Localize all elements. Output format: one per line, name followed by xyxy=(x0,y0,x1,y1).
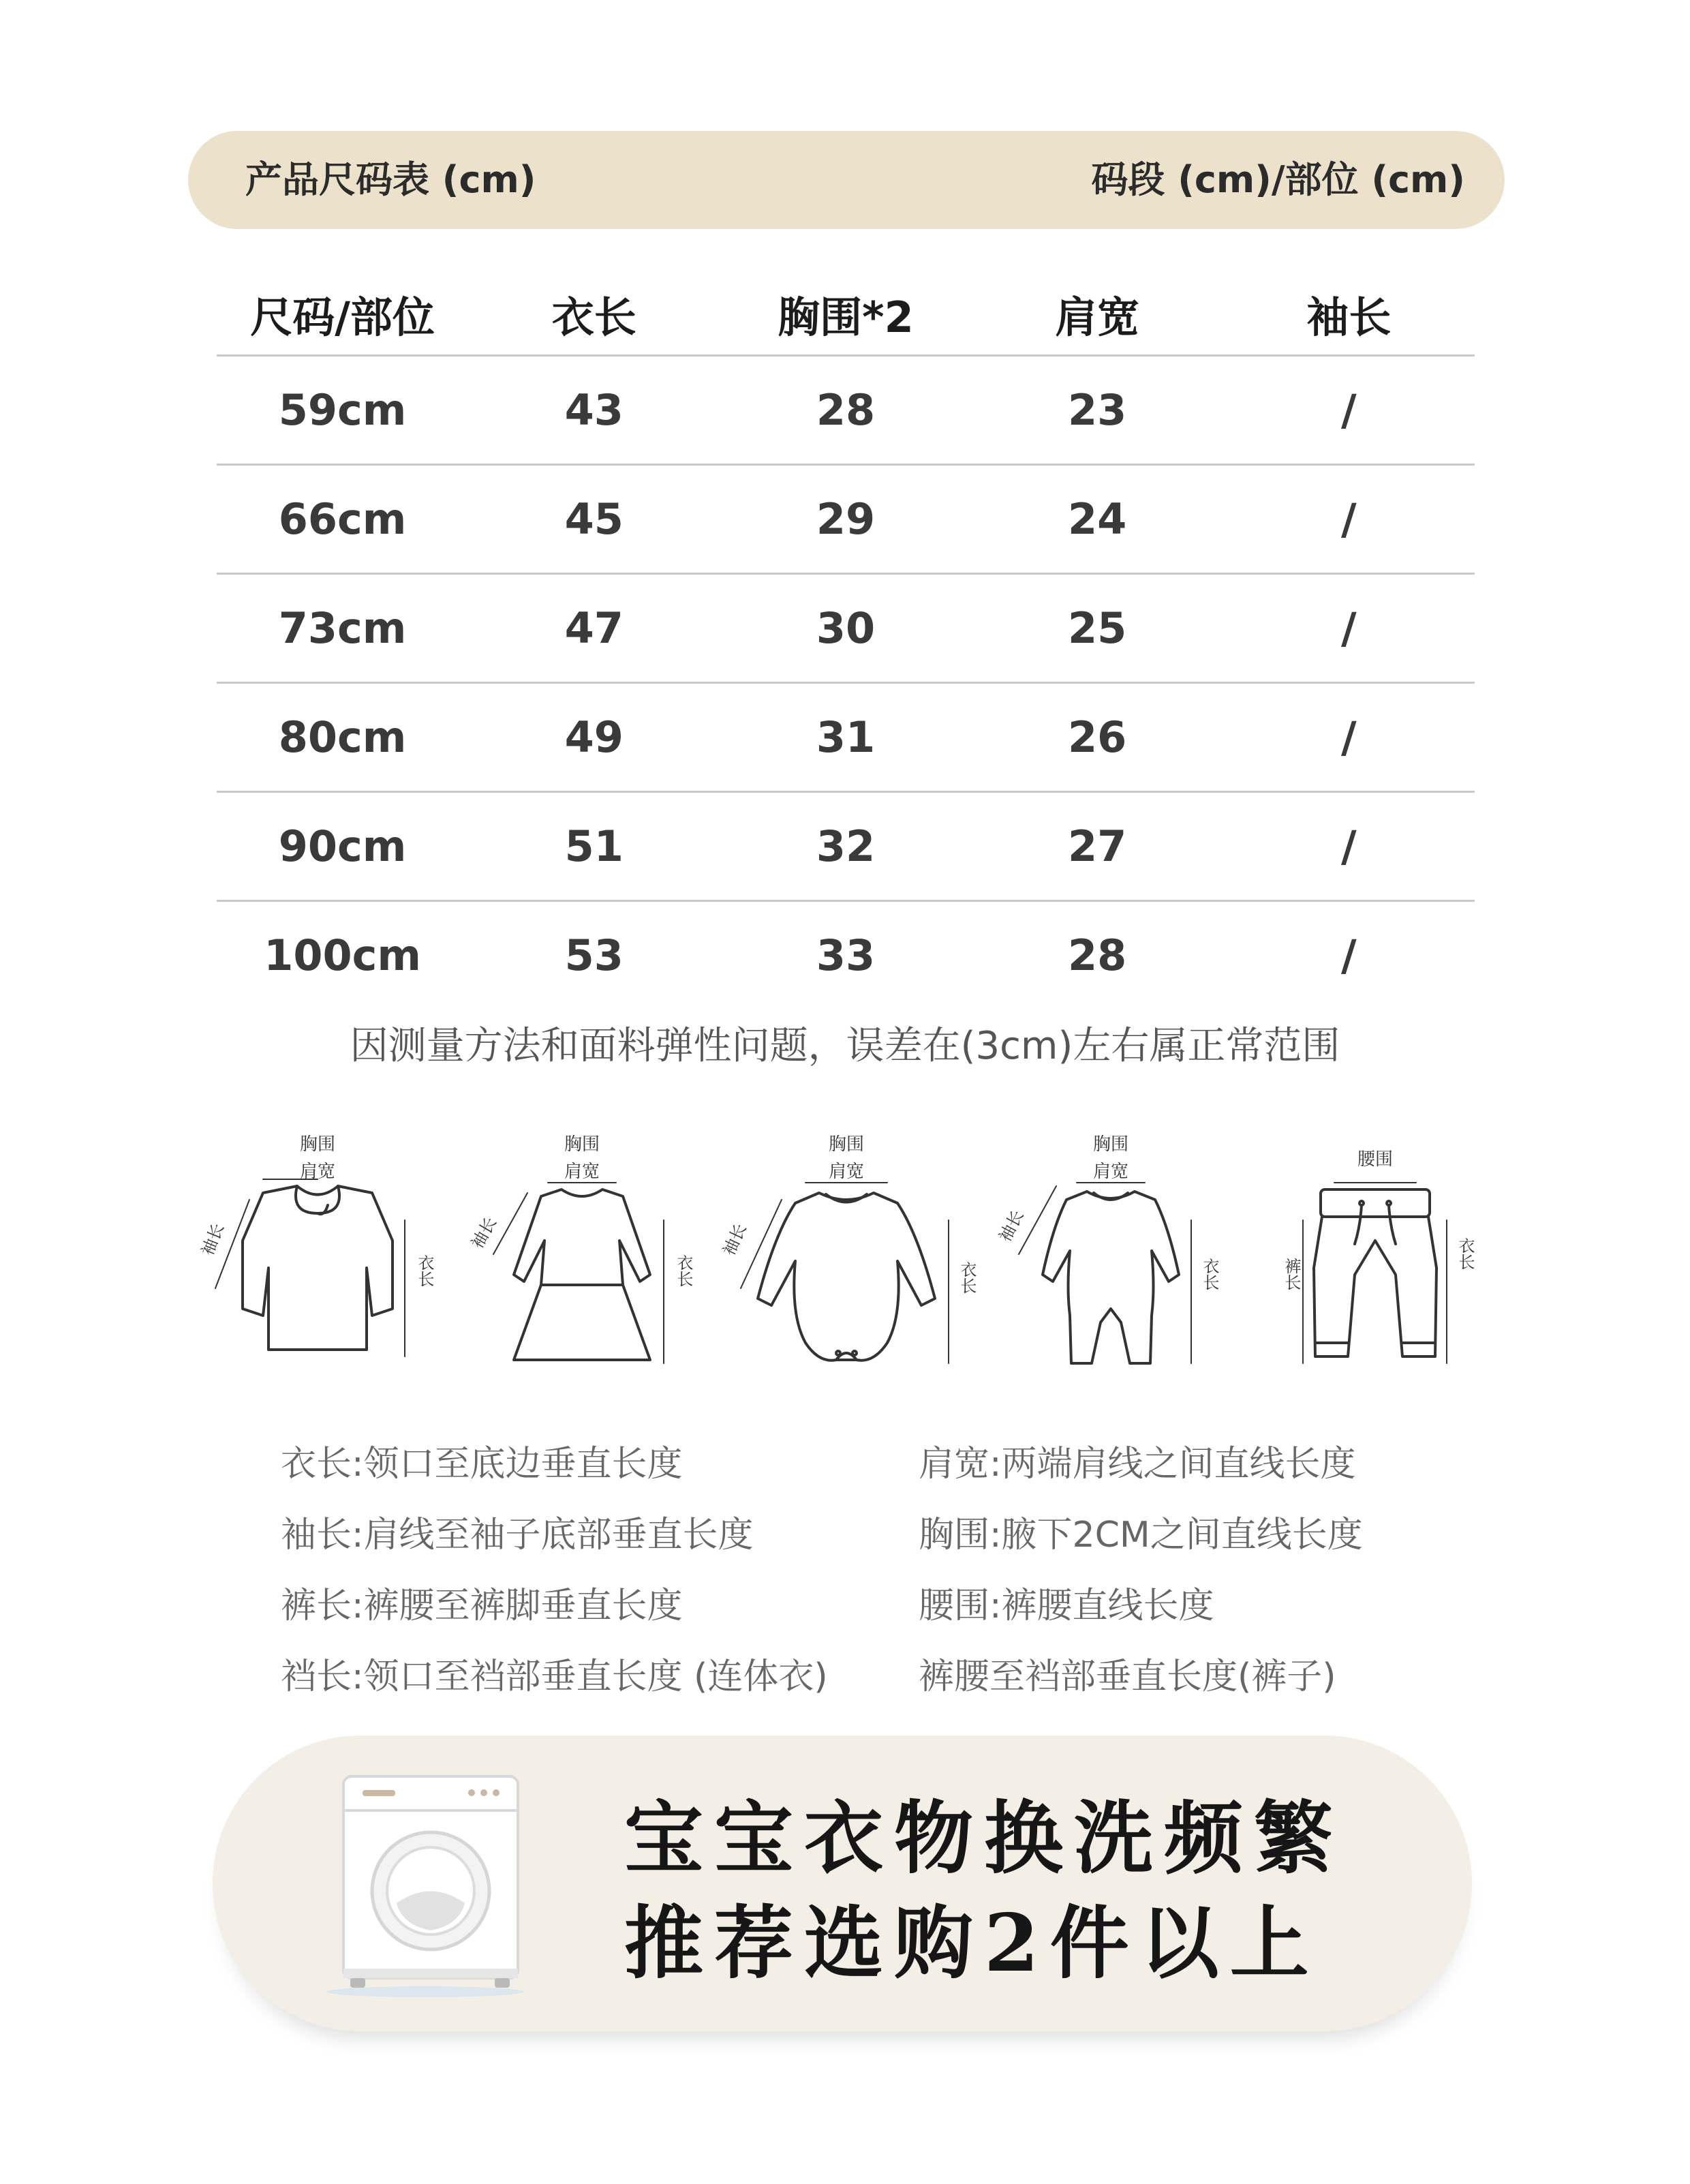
definition-text: 裤腰至裆部垂直长度(裤子) xyxy=(919,1656,1336,1697)
table-cell: 100cm xyxy=(264,930,421,980)
definition-text: 腰围:裤腰直线长度 xyxy=(919,1585,1214,1626)
diagram-label: 胸围 xyxy=(564,1134,600,1155)
table-cell: 29 xyxy=(816,494,876,544)
measurement-diagrams xyxy=(188,1118,1505,1391)
column-header: 衣长 xyxy=(551,292,636,342)
header-title-left: 产品尺码表 (cm) xyxy=(245,158,536,201)
table-cell: / xyxy=(1341,385,1357,435)
wash-recommendation-banner xyxy=(213,1735,1472,2031)
measurement-definitions xyxy=(281,1425,1466,1708)
diagram-romper xyxy=(981,1118,1240,1391)
table-cell: 27 xyxy=(1068,821,1127,871)
table-cell: 43 xyxy=(564,385,624,435)
definition-row xyxy=(281,1425,1466,1496)
diagram-collared-top xyxy=(188,1118,447,1391)
table-header-row xyxy=(217,273,1475,357)
diagram-label: 胸围 xyxy=(299,1134,335,1155)
measurement-note: 因测量方法和面料弹性问题，误差在(3cm)左右属正常范围 xyxy=(350,1024,1340,1068)
banner-line-2: 推荐选购2件以上 xyxy=(624,1897,1320,1990)
table-cell: 80cm xyxy=(278,712,407,762)
diagram-label: 肩宽 xyxy=(1092,1162,1128,1182)
definition-text: 衣长:领口至底边垂直长度 xyxy=(281,1443,683,1485)
table-cell: / xyxy=(1341,494,1357,544)
diagram-label: 袖长 xyxy=(719,1220,751,1259)
table-cell: 53 xyxy=(564,930,624,980)
table-cell: 90cm xyxy=(278,821,407,871)
diagram-label: 肩宽 xyxy=(564,1162,600,1182)
table-cell: 32 xyxy=(816,821,876,871)
table-cell: / xyxy=(1341,603,1357,653)
table-cell: 26 xyxy=(1068,712,1127,762)
table-cell: 30 xyxy=(816,603,876,653)
table-row xyxy=(217,466,1475,575)
diagram-bodysuit xyxy=(717,1118,976,1391)
diagram-label: 衣长 xyxy=(957,1261,977,1294)
table-cell: 59cm xyxy=(278,385,407,435)
table-row xyxy=(217,684,1475,793)
table-cell: 51 xyxy=(564,821,624,871)
table-cell: 45 xyxy=(564,494,624,544)
diagram-label: 肩宽 xyxy=(828,1162,864,1182)
table-cell: 33 xyxy=(816,930,876,980)
column-header: 袖长 xyxy=(1306,292,1392,342)
table-cell: 47 xyxy=(564,603,624,653)
diagram-label: 袖长 xyxy=(995,1207,1028,1245)
diagram-label: 袖长 xyxy=(467,1213,501,1252)
definition-text: 胸围:腋下2CM之间直线长度 xyxy=(919,1514,1363,1556)
table-row xyxy=(217,902,1475,1009)
table-cell: / xyxy=(1341,712,1357,762)
diagram-label: 袖长 xyxy=(198,1220,228,1258)
size-table xyxy=(217,273,1475,1009)
diagram-label: 衣长 xyxy=(1456,1237,1475,1270)
definition-text: 袖长:肩线至袖子底部垂直长度 xyxy=(281,1514,754,1556)
header-title-right: 码段 (cm)/部位 (cm) xyxy=(1091,158,1465,201)
diagram-label: 腰围 xyxy=(1357,1149,1393,1170)
table-cell: 23 xyxy=(1068,385,1127,435)
table-cell: / xyxy=(1341,930,1357,980)
table-cell: 28 xyxy=(1068,930,1127,980)
column-header: 尺码/部位 xyxy=(250,292,435,342)
diagram-label: 衣长 xyxy=(415,1254,434,1287)
column-header: 胸围*2 xyxy=(778,292,914,342)
definition-row xyxy=(281,1566,1466,1637)
diagram-label: 胸围 xyxy=(1092,1134,1128,1155)
diagram-label: 衣长 xyxy=(674,1254,693,1287)
table-cell: 66cm xyxy=(278,494,407,544)
romper-icon xyxy=(981,1118,1240,1391)
washing-machine-icon xyxy=(323,1767,527,1999)
table-cell: 25 xyxy=(1068,603,1127,653)
table-cell: / xyxy=(1341,821,1357,871)
table-cell: 28 xyxy=(816,385,876,435)
definition-text: 肩宽:两端肩线之间直线长度 xyxy=(919,1443,1356,1485)
column-header: 肩宽 xyxy=(1055,292,1140,342)
table-cell: 73cm xyxy=(278,603,407,653)
definition-text: 裤长:裤腰至裤脚垂直长度 xyxy=(281,1585,683,1626)
table-cell: 49 xyxy=(564,712,624,762)
banner-line-1: 宝宝衣物换洗频繁 xyxy=(624,1792,1344,1885)
table-cell: 24 xyxy=(1068,494,1127,544)
collared-top-icon xyxy=(188,1118,447,1391)
diagram-pants xyxy=(1246,1118,1505,1391)
table-row xyxy=(217,357,1475,466)
bodysuit-icon xyxy=(717,1118,976,1391)
size-chart-header xyxy=(188,131,1505,229)
table-row xyxy=(217,793,1475,902)
definition-row xyxy=(281,1637,1466,1708)
table-cell: 31 xyxy=(816,712,876,762)
definition-row xyxy=(281,1496,1466,1566)
diagram-label: 胸围 xyxy=(828,1134,864,1155)
diagram-dress xyxy=(452,1118,711,1391)
table-row xyxy=(217,575,1475,684)
diagram-label: 衣长 xyxy=(1200,1258,1219,1290)
diagram-label: 肩宽 xyxy=(299,1162,335,1182)
diagram-label: 裤长 xyxy=(1282,1258,1301,1290)
definition-text: 裆长:领口至裆部垂直长度 (连体衣) xyxy=(281,1656,828,1697)
